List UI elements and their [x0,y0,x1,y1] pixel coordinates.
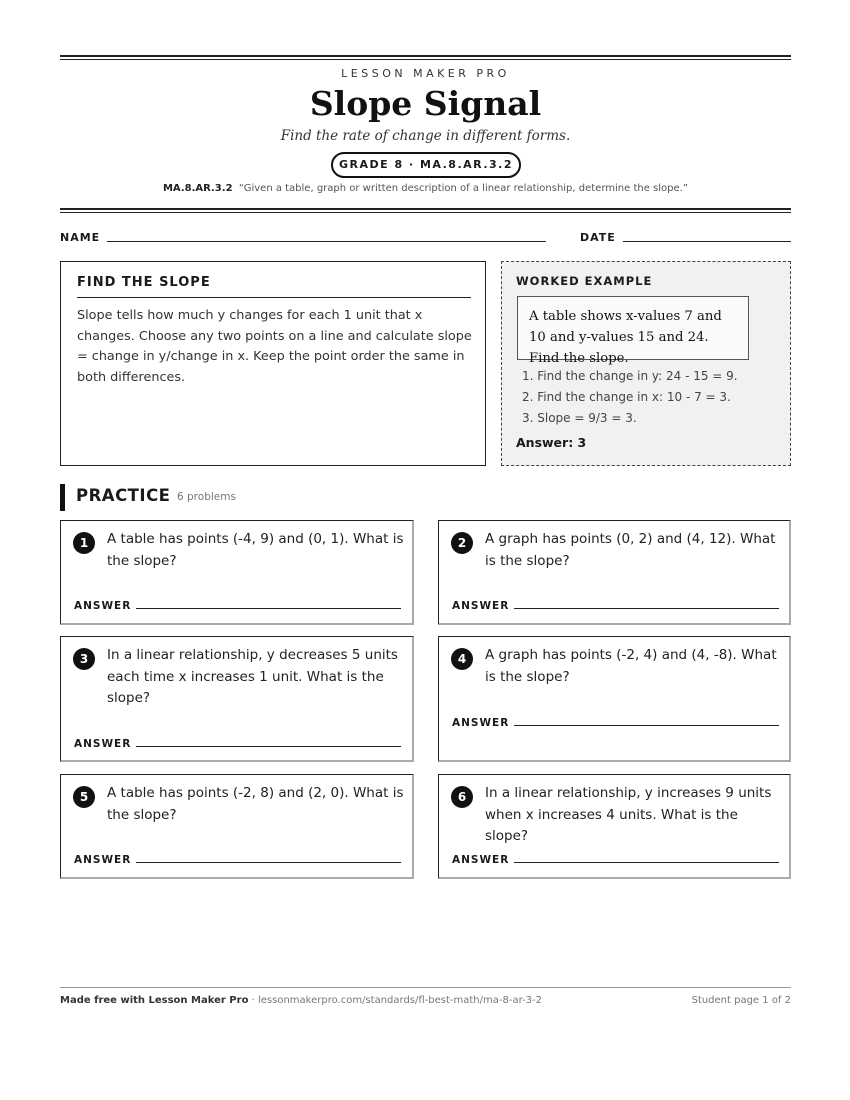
footer-page-number: Student page 1 of 2 [691,995,791,1006]
problem-card [438,520,791,625]
problem-card [60,636,414,762]
problem-number: 4 [451,648,473,670]
problem-number: 2 [451,532,473,554]
header-bottom-rule [60,208,791,213]
worked-example-heading: WORKED EXAMPLE [516,274,653,288]
worked-example-problem: A table shows x-values 7 and 10 and y-values 15 and 24. Find the slope. [517,296,749,360]
problem-card [438,636,791,762]
footer-credit [60,995,542,1006]
name-field[interactable] [107,241,546,242]
problem-text: In a linear relationship, y decreases 5 units each time x increases 1 unit. What is the slope? [107,647,398,706]
worksheet-page [60,0,791,1100]
standard-code: MA.8.AR.3.2 [162,183,233,194]
answer-label: ANSWER [74,600,132,612]
answer-label: ANSWER [452,600,510,612]
page-subtitle: Find the rate of change in different forms. [280,128,571,144]
problem-number: 5 [73,786,95,808]
answer-field[interactable] [514,725,779,726]
answer-label: ANSWER [74,738,132,750]
worked-example-step: 2. Find the change in x: 10 - 7 = 3. [522,390,731,404]
answer-field[interactable] [136,746,401,747]
date-field[interactable] [623,241,791,242]
problem-text: A table has points (-4, 9) and (0, 1). What is the slope? [107,531,404,569]
problem-text: A graph has points (0, 2) and (4, 12). What is the slope? [485,531,776,569]
date-label: DATE [580,231,616,244]
practice-count: 6 problems [177,491,236,503]
problem-number: 6 [451,786,473,808]
problem-number: 3 [73,648,95,670]
answer-label: ANSWER [452,854,510,866]
standard-description [60,183,791,194]
answer-field[interactable] [136,862,401,863]
answer-field[interactable] [514,862,779,863]
problem-text: A table has points (-2, 8) and (2, 0). What is the slope? [107,785,404,823]
problem-text: In a linear relationship, y increases 9 units when x increases 4 units. What is the slope? [485,785,772,844]
find-slope-box [60,261,486,466]
name-label: NAME [60,231,101,244]
standard-text: “Given a table, graph or written description of a linear relationship, determine the slope.” [238,183,689,194]
footer-made-with: Made free with Lesson Maker Pro [60,995,249,1006]
top-double-rule [60,55,791,60]
answer-field[interactable] [136,608,401,609]
problem-card [438,774,791,879]
worked-example-answer: Answer: 3 [516,435,587,450]
footer-url[interactable]: · lessonmakerpro.com/standards/fl-best-math/ma-8-ar-3-2 [248,995,543,1006]
answer-field[interactable] [514,608,779,609]
footer-rule [60,987,791,988]
worked-example-step: 1. Find the change in y: 24 - 15 = 9. [522,369,738,383]
problem-card [60,520,414,625]
problem-text: A graph has points (-2, 4) and (4, -8). What is the slope? [485,647,777,685]
answer-label: ANSWER [74,854,132,866]
problem-number: 1 [73,532,95,554]
practice-title: PRACTICE [76,486,171,505]
worked-example-box [501,261,791,466]
grade-badge: GRADE 8 · MA.8.AR.3.2 [331,152,521,178]
answer-label: ANSWER [452,717,510,729]
find-slope-body: Slope tells how much y changes for each 1 unit that x changes. Choose any two points on a line and calculate slope = change in y/change in x. Keep the point order the same in both differences. [77,308,472,385]
practice-accent-bar [60,484,65,511]
brand-name: LESSON MAKER PRO [341,67,510,80]
worked-example-steps [522,366,738,429]
problem-card [60,774,414,879]
find-slope-heading: FIND THE SLOPE [77,275,471,298]
worked-example-step: 3. Slope = 9/3 = 3. [522,411,637,425]
page-title: Slope Signal [309,84,542,123]
